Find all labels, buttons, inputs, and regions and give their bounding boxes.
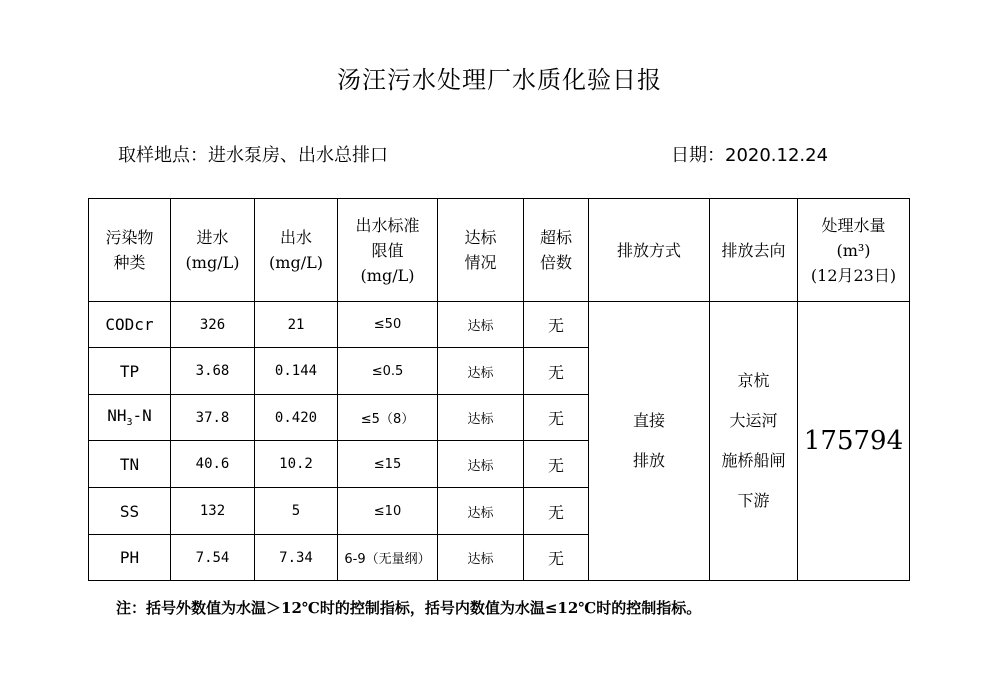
pollutant-name: TN [89,441,171,488]
header-row [89,199,910,302]
inflow-value: 326 [171,302,255,348]
water-quality-table [88,198,910,581]
exceed-value: 无 [524,488,589,535]
outflow-value: 7.34 [255,535,338,581]
inflow-value: 7.54 [171,535,255,581]
outflow-value: 0.420 [255,395,338,441]
discharge-method: 直接 排放 [589,302,710,581]
table-row [89,302,910,348]
discharge-destination: 京杭 大运河 施桥船闸 下游 [710,302,798,581]
limit-value: ≤0.5 [338,348,438,395]
header-limit: 出水标准 限值 (mg/L) [338,199,438,302]
header-compliance: 达标 情况 [438,199,524,302]
status-value: 达标 [438,535,524,581]
header-exceed: 超标 倍数 [524,199,589,302]
inflow-value: 132 [171,488,255,535]
sampling-location: 取样地点：进水泵房、出水总排口 [118,145,388,166]
report-date: 日期：2020.12.24 [671,145,829,166]
limit-value: ≤10 [338,488,438,535]
pollutant-name: PH [89,535,171,581]
limit-value: ≤5（8） [338,395,438,441]
exceed-value: 无 [524,302,589,348]
limit-value: ≤50 [338,302,438,348]
header-outflow: 出水 (mg/L) [255,199,338,302]
outflow-value: 0.144 [255,348,338,395]
exceed-value: 无 [524,535,589,581]
exceed-value: 无 [524,348,589,395]
header-inflow: 进水 (mg/L) [171,199,255,302]
limit-value: ≤15 [338,441,438,488]
header-discharge-destination: 排放去向 [710,199,798,302]
pollutant-name: TP [89,348,171,395]
header-volume: 处理水量 (m³) (12月23日) [798,199,910,302]
outflow-value: 21 [255,302,338,348]
outflow-value: 5 [255,488,338,535]
exceed-value: 无 [524,441,589,488]
limit-value: 6-9（无量纲） [338,535,438,581]
outflow-value: 10.2 [255,441,338,488]
inflow-value: 3.68 [171,348,255,395]
pollutant-name: CODcr [89,302,171,348]
header-discharge-method: 排放方式 [589,199,710,302]
status-value: 达标 [438,302,524,348]
pollutant-name: SS [89,488,171,535]
status-value: 达标 [438,348,524,395]
exceed-value: 无 [524,395,589,441]
inflow-value: 37.8 [171,395,255,441]
status-value: 达标 [438,395,524,441]
inflow-value: 40.6 [171,441,255,488]
header-pollutant: 污染物 种类 [89,199,171,302]
footnote: 注：括号外数值为水温＞12℃时的控制指标，括号内数值为水温≤12℃时的控制指标。 [116,599,702,617]
status-value: 达标 [438,488,524,535]
status-value: 达标 [438,441,524,488]
report-title: 汤汪污水处理厂水质化验日报 [337,66,662,94]
pollutant-name: $NH_3-N$ [89,395,171,441]
treated-volume: 175794 [798,302,910,581]
